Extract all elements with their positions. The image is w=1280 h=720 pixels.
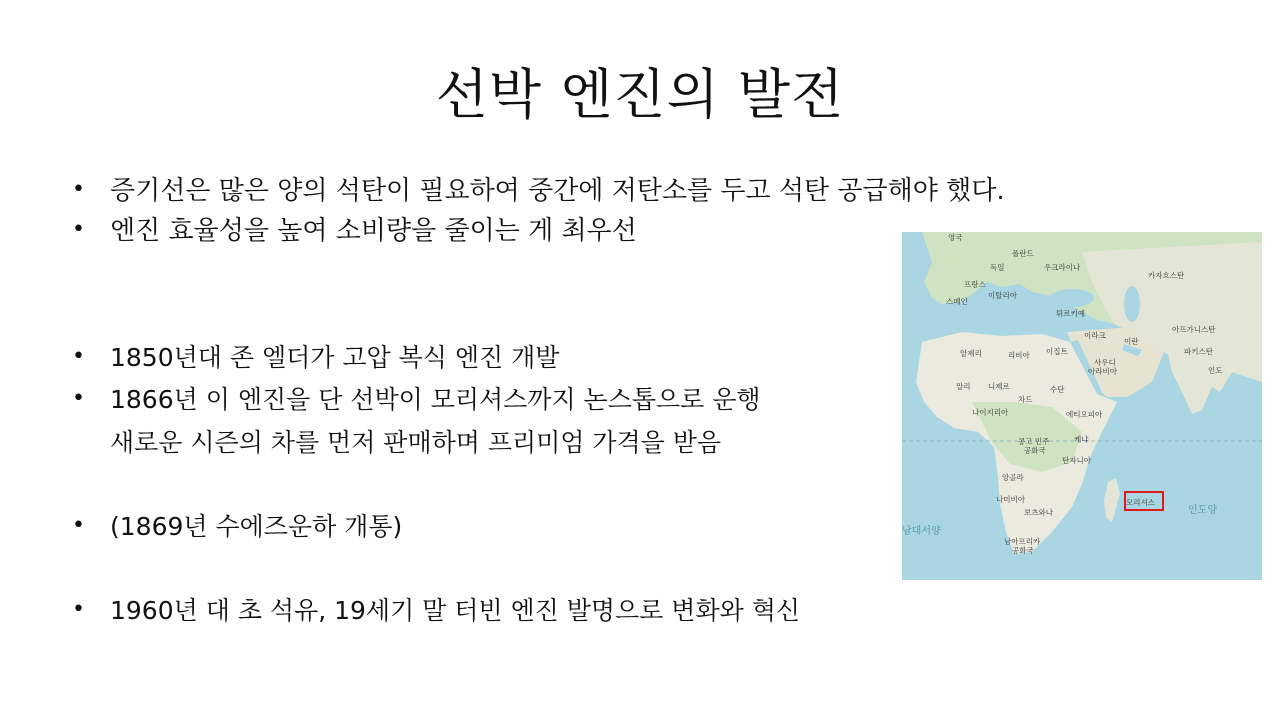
svg-text:보츠와나: 보츠와나 [1024, 508, 1053, 517]
svg-text:수단: 수단 [1050, 385, 1065, 394]
bullet-text: (1869년 수에즈운하 개통) [110, 512, 403, 541]
svg-text:케냐: 케냐 [1074, 435, 1089, 444]
svg-text:리비아: 리비아 [1008, 351, 1030, 360]
svg-text:카자흐스탄: 카자흐스탄 [1148, 271, 1185, 280]
svg-text:독일: 독일 [990, 263, 1005, 272]
svg-text:이라크: 이라크 [1084, 331, 1106, 340]
svg-text:이란: 이란 [1124, 337, 1139, 346]
svg-text:아라비아: 아라비아 [1088, 367, 1117, 376]
svg-text:인도: 인도 [1208, 366, 1223, 375]
svg-text:니제르: 니제르 [988, 382, 1010, 391]
svg-text:모리셔스: 모리셔스 [1126, 498, 1155, 507]
svg-text:튀르키예: 튀르키예 [1056, 309, 1085, 318]
svg-text:콩고 민주: 콩고 민주 [1018, 437, 1050, 446]
svg-text:폴란드: 폴란드 [1012, 249, 1034, 258]
bullet-text: 엔진 효율성을 높여 소비량을 줄이는 게 최우선 [110, 216, 637, 246]
svg-text:나미비아: 나미비아 [996, 495, 1025, 504]
bullet-dot: • [72, 386, 85, 411]
bullet-text: 증기선은 많은 양의 석탄이 필요하여 중간에 저탄소를 두고 석탄 공급해야 했다. [110, 176, 1005, 206]
bullet-text: 1960년 대 초 석유, 19세기 말 터빈 엔진 발명으로 변화와 혁신 [110, 596, 801, 625]
svg-text:나이지리아: 나이지리아 [972, 408, 1009, 417]
bullet-dot: • [72, 177, 85, 202]
map-graphic [902, 232, 1262, 580]
svg-text:아프가니스탄: 아프가니스탄 [1172, 325, 1216, 334]
svg-text:에티오피아: 에티오피아 [1066, 410, 1103, 419]
bullet-dot: • [72, 597, 85, 622]
bullet-text: 1850년대 존 엘더가 고압 복식 엔진 개발 [110, 343, 560, 372]
svg-text:탄자니아: 탄자니아 [1062, 456, 1091, 465]
svg-text:말리: 말리 [956, 382, 971, 391]
svg-text:스페인: 스페인 [946, 297, 968, 306]
svg-text:남대서양: 남대서양 [902, 526, 941, 537]
svg-text:앙골라: 앙골라 [1002, 473, 1024, 482]
bullet-dot: • [72, 513, 85, 538]
svg-text:공화국: 공화국 [1024, 446, 1046, 455]
svg-text:알제리: 알제리 [960, 349, 982, 358]
svg-text:영국: 영국 [948, 233, 963, 242]
svg-text:이탈리아: 이탈리아 [988, 291, 1017, 300]
slide-title: 선박 엔진의 발전 [435, 63, 845, 126]
bullet-dot: • [72, 217, 85, 242]
bullet-dot: • [72, 344, 85, 369]
map-image [902, 232, 1262, 580]
svg-text:차드: 차드 [1018, 395, 1033, 404]
svg-text:이집트: 이집트 [1046, 347, 1068, 356]
mauritius-highlight-box [1124, 491, 1164, 511]
svg-text:남아프리카: 남아프리카 [1004, 537, 1041, 546]
bullet-text: 새로운 시즌의 차를 먼저 판매하며 프리미엄 가격을 받음 [110, 428, 722, 457]
svg-text:우크라이나: 우크라이나 [1044, 263, 1081, 272]
svg-text:사우디: 사우디 [1094, 358, 1116, 367]
bullet-text: 1866년 이 엔진을 단 선박이 모리셔스까지 논스톱으로 운행 [110, 385, 761, 414]
svg-text:인도양: 인도양 [1188, 505, 1217, 516]
svg-text:파키스탄: 파키스탄 [1184, 347, 1213, 356]
svg-text:공화국: 공화국 [1012, 546, 1034, 555]
svg-text:프랑스: 프랑스 [964, 280, 986, 289]
